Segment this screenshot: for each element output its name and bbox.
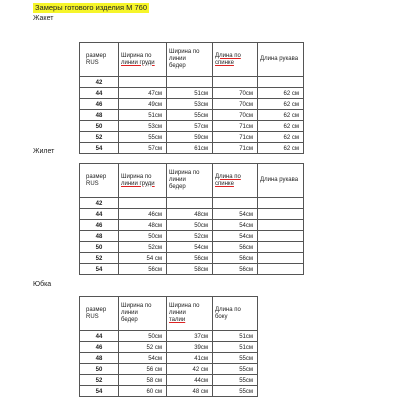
measurement-cell: 62 см	[258, 88, 304, 99]
measurement-cell: 56см	[167, 253, 213, 264]
measurement-cell: 58см	[167, 264, 213, 275]
measurement-cell	[258, 242, 304, 253]
size-cell: 54	[80, 143, 119, 154]
table-row	[80, 242, 304, 253]
measurement-cell: 62 см	[258, 99, 304, 110]
skirt-size-table	[79, 296, 258, 397]
table-row	[80, 198, 304, 209]
measurement-cell: 70см	[213, 99, 258, 110]
measurement-cell: 62 см	[258, 121, 304, 132]
measurement-cell	[258, 264, 304, 275]
measurement-cell: 52см	[167, 231, 213, 242]
size-cell: 48	[80, 231, 119, 242]
header-sleeve-length: Длина рукава	[258, 164, 304, 198]
table-row	[80, 375, 258, 386]
table-row	[80, 209, 304, 220]
table-row	[80, 364, 258, 375]
jacket-section-label: Жакет	[33, 15, 54, 22]
measurement-cell: 57см	[167, 121, 213, 132]
header-back-length: Длина по спинке	[213, 43, 258, 77]
table-row	[80, 143, 304, 154]
measurement-cell: 62 см	[258, 143, 304, 154]
table-row	[80, 99, 304, 110]
measurement-cell: 61см	[167, 143, 213, 154]
table-row	[80, 264, 304, 275]
measurement-cell: 53см	[119, 121, 167, 132]
table-row	[80, 220, 304, 231]
table-row	[80, 386, 258, 397]
measurement-cell: 71см	[213, 143, 258, 154]
vest-size-table	[79, 163, 304, 275]
measurement-cell	[167, 77, 213, 88]
measurement-cell	[119, 77, 167, 88]
measurement-cell: 41см	[167, 353, 213, 364]
table-row	[80, 77, 304, 88]
size-cell: 46	[80, 342, 119, 353]
size-cell: 46	[80, 220, 119, 231]
measurement-cell: 47см	[119, 88, 167, 99]
measurement-cell	[119, 198, 167, 209]
measurement-cell: 62 см	[258, 110, 304, 121]
measurement-cell: 62 см	[258, 132, 304, 143]
vest-section-label: Жилет	[33, 148, 55, 155]
table-row	[80, 331, 258, 342]
size-cell: 54	[80, 264, 119, 275]
header-size: размер RUS	[80, 43, 119, 77]
measurement-cell: 54см	[213, 220, 258, 231]
measurement-cell: 56см	[119, 264, 167, 275]
measurement-cell: 48 см	[167, 386, 213, 397]
measurement-cell: 55см	[213, 375, 258, 386]
header-hip-width: Ширина по линии бедер	[119, 297, 167, 331]
table-header-row	[80, 43, 304, 77]
measurement-cell	[258, 231, 304, 242]
header-waist-width: Ширина по линии талии	[167, 297, 213, 331]
measurement-cell: 51см	[119, 110, 167, 121]
measurement-cell: 54см	[167, 242, 213, 253]
measurement-cell	[258, 209, 304, 220]
measurement-cell	[167, 198, 213, 209]
header-hip-width: Ширина по линии бедер	[167, 164, 213, 198]
measurement-cell: 46см	[119, 209, 167, 220]
measurement-cell: 48см	[119, 220, 167, 231]
table-header-row	[80, 164, 304, 198]
measurement-cell: 55см	[213, 364, 258, 375]
skirt-section-label: Юбка	[33, 281, 52, 288]
measurement-cell: 55см	[213, 353, 258, 364]
header-chest-width: Ширина по линии груди	[119, 164, 167, 198]
table-row	[80, 88, 304, 99]
measurement-cell: 71см	[213, 121, 258, 132]
size-cell: 42	[80, 77, 119, 88]
header-chest-width: Ширина по линии груди	[119, 43, 167, 77]
size-cell: 54	[80, 386, 119, 397]
measurement-cell	[213, 77, 258, 88]
measurement-cell: 53см	[167, 99, 213, 110]
table-row	[80, 132, 304, 143]
measurement-cell: 52 см	[119, 342, 167, 353]
size-cell: 48	[80, 353, 119, 364]
measurement-cell	[258, 198, 304, 209]
measurement-cell: 59см	[167, 132, 213, 143]
table-row	[80, 342, 258, 353]
measurement-cell: 42 см	[167, 364, 213, 375]
measurement-cell: 70см	[213, 88, 258, 99]
table-header-row	[80, 297, 258, 331]
measurement-cell: 50см	[119, 231, 167, 242]
measurement-cell: 51см	[213, 331, 258, 342]
measurement-cell: 56 см	[119, 364, 167, 375]
measurement-cell	[258, 253, 304, 264]
measurement-cell: 44см	[167, 375, 213, 386]
measurement-cell	[258, 77, 304, 88]
header-size: размер RUS	[80, 164, 119, 198]
header-back-length: Длина по спинке	[213, 164, 258, 198]
table-row	[80, 110, 304, 121]
size-cell: 44	[80, 88, 119, 99]
size-cell: 50	[80, 121, 119, 132]
measurement-cell: 56см	[213, 242, 258, 253]
measurement-cell: 39см	[167, 342, 213, 353]
measurement-cell: 54см	[213, 209, 258, 220]
jacket-size-table	[79, 42, 304, 154]
measurement-cell: 48см	[167, 209, 213, 220]
measurement-cell: 55см	[213, 386, 258, 397]
measurement-cell: 54 см	[119, 253, 167, 264]
size-cell: 46	[80, 99, 119, 110]
header-side-length: Длина по боку	[213, 297, 258, 331]
measurement-cell	[258, 220, 304, 231]
measurement-cell: 58 см	[119, 375, 167, 386]
size-cell: 48	[80, 110, 119, 121]
measurement-cell: 54см	[119, 353, 167, 364]
measurement-cell: 57см	[119, 143, 167, 154]
measurement-cell: 50см	[119, 331, 167, 342]
measurement-cell: 37см	[167, 331, 213, 342]
measurement-cell: 50см	[167, 220, 213, 231]
measurement-cell: 51см	[213, 342, 258, 353]
measurement-cell: 52см	[119, 242, 167, 253]
size-cell: 52	[80, 375, 119, 386]
header-hip-width: Ширина по линии бедер	[167, 43, 213, 77]
size-cell: 52	[80, 132, 119, 143]
document-title: Замеры готового изделия М 760	[35, 3, 147, 12]
measurement-cell: 51см	[167, 88, 213, 99]
size-cell: 44	[80, 209, 119, 220]
header-size: размер RUS	[80, 297, 119, 331]
header-sleeve-length: Длина рукава	[258, 43, 304, 77]
size-cell: 44	[80, 331, 119, 342]
measurement-cell: 54см	[213, 231, 258, 242]
measurement-cell: 56см	[213, 253, 258, 264]
measurement-cell: 56см	[213, 264, 258, 275]
measurement-cell: 55см	[167, 110, 213, 121]
measurement-cell: 71см	[213, 132, 258, 143]
size-cell: 42	[80, 198, 119, 209]
table-row	[80, 121, 304, 132]
measurement-cell: 49см	[119, 99, 167, 110]
size-cell: 50	[80, 242, 119, 253]
table-row	[80, 353, 258, 364]
size-cell: 52	[80, 253, 119, 264]
measurement-cell: 60 см	[119, 386, 167, 397]
table-row	[80, 253, 304, 264]
measurement-cell: 55см	[119, 132, 167, 143]
measurement-cell: 70см	[213, 110, 258, 121]
size-cell: 50	[80, 364, 119, 375]
measurement-cell	[213, 198, 258, 209]
table-row	[80, 231, 304, 242]
